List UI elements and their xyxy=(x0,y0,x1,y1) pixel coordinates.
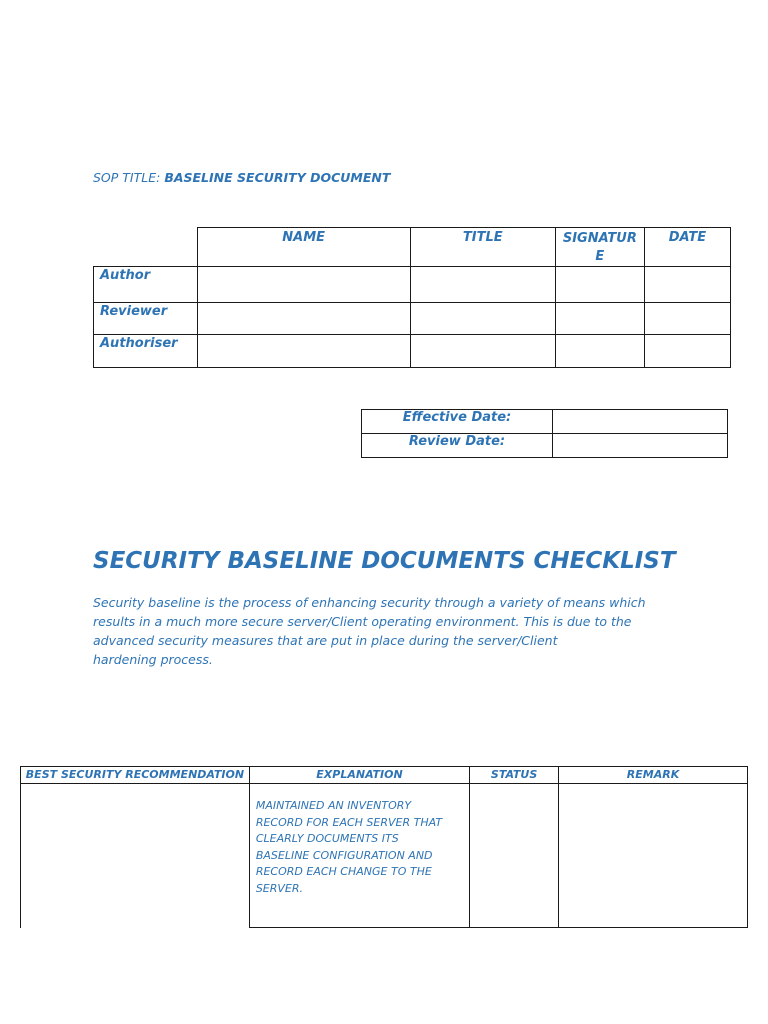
review-date-label: Review Date: xyxy=(362,434,553,458)
checklist-cell-status[interactable] xyxy=(470,784,559,928)
approval-row-authoriser xyxy=(94,335,731,368)
effective-date-row xyxy=(362,410,728,434)
approval-cell-date[interactable] xyxy=(644,303,730,335)
checklist-header-remark: REMARK xyxy=(559,767,748,784)
intro-line: advanced security measures that are put in place during the server/Client xyxy=(93,633,558,648)
approval-row-label: Reviewer xyxy=(94,303,198,335)
checklist-cell-remark[interactable] xyxy=(559,784,748,928)
approval-header-row xyxy=(94,228,731,267)
sop-title-line xyxy=(93,170,390,185)
checklist-table xyxy=(20,766,748,928)
approval-row-reviewer xyxy=(94,303,731,335)
approval-header-name: NAME xyxy=(197,228,410,267)
approval-cell-title[interactable] xyxy=(410,303,555,335)
approval-cell-title[interactable] xyxy=(410,267,555,303)
approval-cell-name[interactable] xyxy=(197,303,410,335)
approval-cell-signature[interactable] xyxy=(555,267,644,303)
approval-cell-date[interactable] xyxy=(644,335,730,368)
explanation-line: CLEARLY DOCUMENTS ITS xyxy=(255,832,399,845)
checklist-cell-recommendation[interactable] xyxy=(21,784,250,928)
sop-title-value: BASELINE SECURITY DOCUMENT xyxy=(164,170,391,185)
approval-cell-signature[interactable] xyxy=(555,335,644,368)
dates-table xyxy=(361,409,728,458)
effective-date-label: Effective Date: xyxy=(362,410,553,434)
intro-line: Security baseline is the process of enhancing security through a variety of means which xyxy=(93,595,646,610)
checklist-header-status: STATUS xyxy=(470,767,559,784)
approval-cell-date[interactable] xyxy=(644,267,730,303)
approval-corner-cell xyxy=(94,228,198,267)
approval-row-label: Authoriser xyxy=(94,335,198,368)
effective-date-value[interactable] xyxy=(553,410,728,434)
intro-paragraph xyxy=(93,593,663,669)
page-title: SECURITY BASELINE DOCUMENTS CHECKLIST xyxy=(93,548,676,574)
approval-cell-title[interactable] xyxy=(410,335,555,368)
explanation-line: MAINTAINED AN INVENTORY xyxy=(255,799,412,812)
approval-header-title: TITLE xyxy=(410,228,555,267)
explanation-line: RECORD FOR EACH SERVER THAT xyxy=(255,815,443,829)
explanation-line: SERVER. xyxy=(255,881,304,895)
approval-row-author xyxy=(94,267,731,303)
approval-header-signature: SIGNATUR E xyxy=(555,228,644,267)
review-date-value[interactable] xyxy=(553,434,728,458)
checklist-header-row xyxy=(21,767,748,784)
sop-title-label: SOP TITLE: xyxy=(93,170,161,185)
checklist-cell-explanation xyxy=(249,784,469,928)
checklist-header-recommendation: BEST SECURITY RECOMMENDATION xyxy=(21,767,250,784)
explanation-line: BASELINE CONFIGURATION AND xyxy=(255,848,433,862)
checklist-header-explanation: EXPLANATION xyxy=(249,767,469,784)
approval-cell-signature[interactable] xyxy=(555,303,644,335)
intro-line: results in a much more secure server/Client operating environment. This is due to the xyxy=(93,614,632,629)
approval-row-label: Author xyxy=(94,267,198,303)
explanation-line: RECORD EACH CHANGE TO THE xyxy=(255,865,432,878)
intro-line: hardening process. xyxy=(93,652,213,667)
approval-cell-name[interactable] xyxy=(197,335,410,368)
approval-table xyxy=(93,227,731,368)
approval-header-date: DATE xyxy=(644,228,730,267)
checklist-row xyxy=(21,784,748,928)
approval-cell-name[interactable] xyxy=(197,267,410,303)
review-date-row xyxy=(362,434,728,458)
